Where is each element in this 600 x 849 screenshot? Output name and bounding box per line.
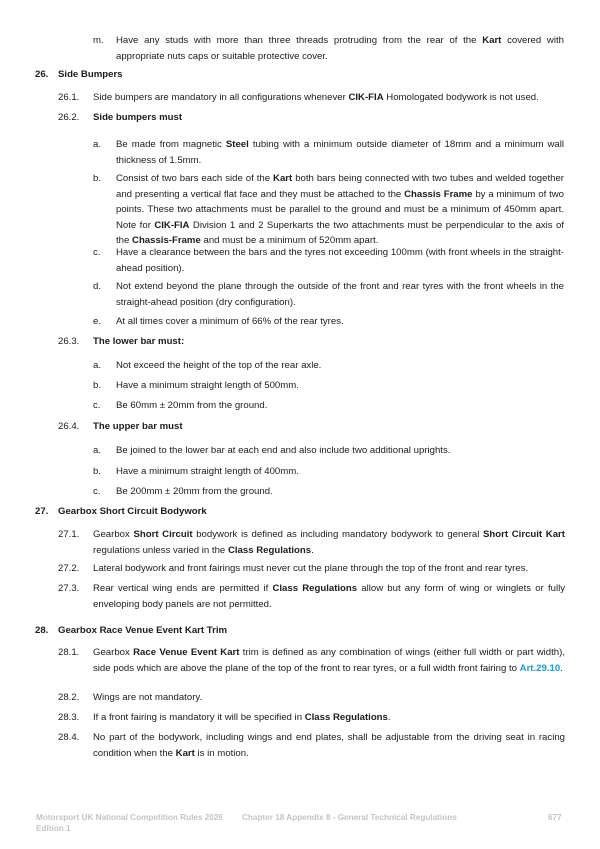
item-text: Be 200mm ± 20mm from the ground. (116, 486, 273, 497)
item-text: Consist of two bars each side of the Kart both bars being connected with two tubes and welded together and presenting a vertical flat face and they must be attached to the Chassis Frame by a minimum of two points. These two attachments must be parallel to the ground and must be a minimum of 450mm apart. Note for CIK-FIA Division 1 and 2 Superkarts the two attachments must be perpendicular to the axis of the Chassis-Frame and must be a minimum of 520mm apart. (116, 173, 565, 246)
item-label: a. (93, 139, 102, 150)
section-title: Side Bumpers (58, 69, 123, 80)
item-label: a. (93, 445, 102, 456)
article-text: Wings are not mandatory. (93, 692, 203, 703)
item-text: Be 60mm ± 20mm from the ground. (116, 400, 268, 411)
item-label: a. (93, 360, 102, 371)
article-link[interactable]: Art.29.10 (519, 662, 561, 674)
item-text: Have any studs with more than three threads protruding from the rear of the Kart covered with appropriate nuts caps or suitable protective cover. (116, 35, 564, 62)
article-number: 28.2. (58, 692, 80, 703)
article-number: 27.1. (58, 529, 80, 540)
footer-line-2: Edition 1 (36, 824, 71, 833)
article-number: 26.1. (58, 92, 80, 103)
section-number: 26. (35, 69, 49, 80)
item-label: c. (93, 486, 101, 497)
article-number: 28.4. (58, 732, 80, 743)
article-number: 26.4. (58, 421, 80, 432)
item-label: d. (93, 281, 102, 292)
item-text: Be joined to the lower bar at each end and also include two additional uprights. (116, 445, 451, 456)
article-text: If a front fairing is mandatory it will be specified in Class Regulations. (93, 712, 391, 723)
article-title: The lower bar must: (93, 336, 185, 347)
article-number: 26.2. (58, 112, 80, 123)
item-label: b. (93, 466, 102, 477)
article-text: Rear vertical wing ends are permitted if Class Regulations allow but any form of wing or winglets or fully enveloping body panels are not permitted. (93, 583, 566, 610)
footer-line-1: Motorsport UK National Competition Rules 2026 (36, 813, 223, 822)
item-label: e. (93, 316, 102, 327)
article-text: No part of the bodywork, including wings and end plates, shall be adjustable from the driving seat in racing condition when the Kart is in motion. (93, 732, 565, 759)
article-text: Lateral bodywork and front fairings must never cut the plane through the top of the front and rear tyres. (93, 563, 529, 574)
item-text: Have a minimum straight length of 400mm. (116, 466, 299, 477)
article-number: 26.3. (58, 336, 80, 347)
item-label: m. (93, 35, 104, 46)
article-title: The upper bar must (93, 421, 183, 432)
item-text: Not extend beyond the plane through the outside of the front and rear tyres with the front wheels in the straight-ahead position (dry configuration). (116, 281, 564, 308)
section-title: Gearbox Short Circuit Bodywork (58, 506, 207, 517)
section-number: 27. (35, 506, 49, 517)
item-text: Have a clearance between the bars and the tyres not exceeding 100mm (with front wheels in the straight-ahead position). (116, 247, 564, 274)
article-text: Gearbox Race Venue Event Kart trim is defined as any combination of wings (either full width or part width), side pods which are above the plane of the top of the front to rear tyres, or a full width front fairing to Art.29.10. (93, 647, 565, 674)
item-label: c. (93, 400, 101, 411)
item-label: c. (93, 247, 101, 258)
article-number: 27.3. (58, 583, 80, 594)
article-number: 28.3. (58, 712, 80, 723)
item-label: b. (93, 173, 102, 184)
footer-publication (36, 812, 223, 834)
item-text: At all times cover a minimum of 66% of the rear tyres. (116, 316, 344, 327)
article-title: Side bumpers must (93, 112, 183, 123)
article-number: 27.2. (58, 563, 80, 574)
article-text: Gearbox Short Circuit bodywork is defined as including mandatory bodywork to general Short Circuit Kart regulations unless varied in the Class Regulations. (93, 529, 565, 556)
page-number: 677 (548, 813, 562, 822)
article-text: Side bumpers are mandatory in all configurations whenever CIK-FIA Homologated bodywork is not used. (93, 92, 539, 103)
item-text: Not exceed the height of the top of the rear axle. (116, 360, 322, 371)
section-number: 28. (35, 625, 49, 636)
item-text: Be made from magnetic Steel tubing with a minimum outside diameter of 18mm and a minimum wall thickness of 1.5mm. (116, 139, 564, 166)
section-title: Gearbox Race Venue Event Kart Trim (58, 625, 228, 636)
footer-chapter: Chapter 18 Appendix 8 - General Technical Regulations (242, 813, 457, 822)
item-label: b. (93, 380, 102, 391)
article-number: 28.1. (58, 647, 80, 658)
item-text: Have a minimum straight length of 500mm. (116, 380, 299, 391)
